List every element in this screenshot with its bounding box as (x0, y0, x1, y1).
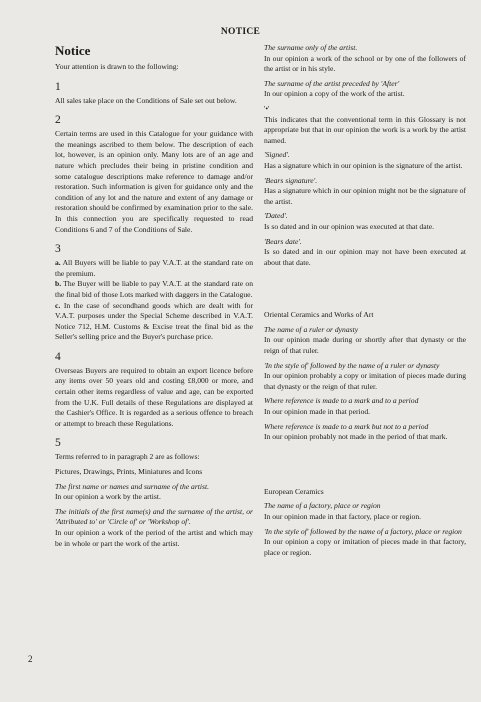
section-3-number: 3 (55, 243, 61, 256)
term-bears-date: 'Bears date'. (264, 236, 302, 246)
term-artist-full-name: The first name or names and surname of the artist. (55, 481, 209, 491)
def-style-of-factory: In our opinion a copy or imitation of pieces made in that factory, place or region. (264, 537, 466, 557)
def-bears-signature: Has a signature which in our opinion might not be the signature of the artist. (264, 186, 466, 206)
def-after: In our opinion a copy of the work of the artist. (264, 89, 405, 99)
def-mark-not-period: In our opinion probably not made in the period of that mark. (264, 432, 448, 442)
term-mark-and-period: Where reference is made to a mark and to a period (264, 396, 419, 406)
section-3a: a. All Buyers will be liable to pay V.A.T. at the standard rate on the premium. (55, 258, 254, 278)
term-quote-mark: '•' (264, 103, 270, 113)
section-4-number: 4 (55, 350, 61, 363)
def-ruler-dynasty: In our opinion made during or shortly after that dynasty or the reign of that ruler. (264, 335, 466, 356)
term-after: The surname of the artist preceded by 'After' (264, 78, 400, 88)
def-surname-only: In our opinion a work of the school or by one of the followers of the artist or in his style. (264, 53, 466, 74)
section-3c: c. In the case of secondhand goods which are dealt with for V.A.T. purposes under the Special Scheme described in V.A.T. Notice 712, H.M. Customs & Excise treat the final bid as the Seller's selling price and the Buyer's purchase price. (55, 300, 253, 342)
term-dated: 'Dated'. (264, 211, 288, 221)
term-initials: The initials of the first name(s) and the surname of the artist, or 'Attributed to' or 'Circle of' or 'Workshop of'. (55, 506, 253, 527)
european-heading: European Ceramics (264, 486, 324, 496)
def-artist-full-name: In our opinion a work by the artist. (55, 492, 161, 502)
page-number: 2 (28, 654, 33, 664)
section-2-text: Certain terms are used in this Catalogue for your guidance with the meanings ascribed to them below. The description of each lot, however, is an opinion only. Many lots are of an age and nature which precludes their being in pristine condition and some catalogue descriptions make reference to damage and/or restoration. Such information is given for guidance only and the condition of any lot and the nature and extent of any damage or restoration should be confirmed by examination prior to the sale. In this connection you are specifically requested to read Conditions 6 and 7 of the Conditions of Sale. (55, 129, 253, 234)
def-initials: In our opinion a work of the period of the artist and which may be in whole or part the work of the artist. (55, 528, 253, 548)
section-1-number: 1 (55, 80, 61, 93)
section-3b: b. The Buyer will be liable to pay V.A.T. at the standard rate on the final bid of those Lots marked with daggers in the Catalogue. (55, 279, 253, 299)
section-5-number: 5 (55, 437, 61, 450)
section-5-intro: Terms referred to in paragraph 2 are as follows: (55, 452, 200, 462)
term-factory: The name of a factory, place or region (264, 501, 381, 511)
def-mark-and-period: In our opinion made in that period. (264, 407, 371, 417)
term-bears-signature: 'Bears signature'. (264, 175, 318, 185)
term-ruler-dynasty: The name of a ruler or dynasty (264, 324, 359, 334)
term-surname-only: The surname only of the artist. (264, 43, 358, 52)
def-signed: Has a signature which in our opinion is the signature of the artist. (264, 160, 463, 170)
def-bears-date: Is so dated and in our opinion may not have been executed at about that date. (264, 247, 466, 267)
notice-intro: Your attention is drawn to the following: (55, 62, 179, 71)
notice-title: Notice (55, 43, 91, 58)
def-factory: In our opinion made in that factory, place or region. (264, 512, 422, 521)
section-4-text: Overseas Buyers are required to obtain an export licence before any items over 50 years old and costing £8,000 or more, and certain other items regardless of value and age, can be exported from the U.K. Full details of these Regulations are displayed at the Cashier's Office. It is regarded as a serious offence to breach or attempt to breach these Regulations. (55, 365, 253, 428)
section-5-category: Pictures, Drawings, Prints, Miniatures and Icons (55, 467, 203, 477)
oriental-heading: Oriental Ceramics and Works of Art (264, 310, 374, 320)
term-mark-not-period: Where reference is made to a mark but not to a period (264, 421, 429, 431)
def-quote-mark: This indicates that the conventional term in this Glossary is not appropriate but that in our opinion the work is a work by the artist named. (264, 114, 466, 145)
left-column (55, 43, 253, 549)
right-column (264, 43, 466, 558)
term-style-of-ruler: 'In the style of' followed by the name of a ruler or dynasty (264, 360, 440, 370)
section-1-text: All sales take place on the Conditions of Sale set out below. (55, 95, 237, 105)
def-dated: Is so dated and in our opinion was executed at that date. (264, 221, 434, 231)
term-signed: 'Signed'. (264, 150, 290, 160)
section-2-number: 2 (55, 114, 61, 127)
def-style-of-ruler: In our opinion probably a copy or imitation of pieces made during that dynasty or the reign of that ruler. (264, 371, 466, 391)
page-header: NOTICE (220, 27, 261, 37)
term-style-of-factory: 'In the style of' followed by the name of a factory, place or region (264, 526, 462, 536)
